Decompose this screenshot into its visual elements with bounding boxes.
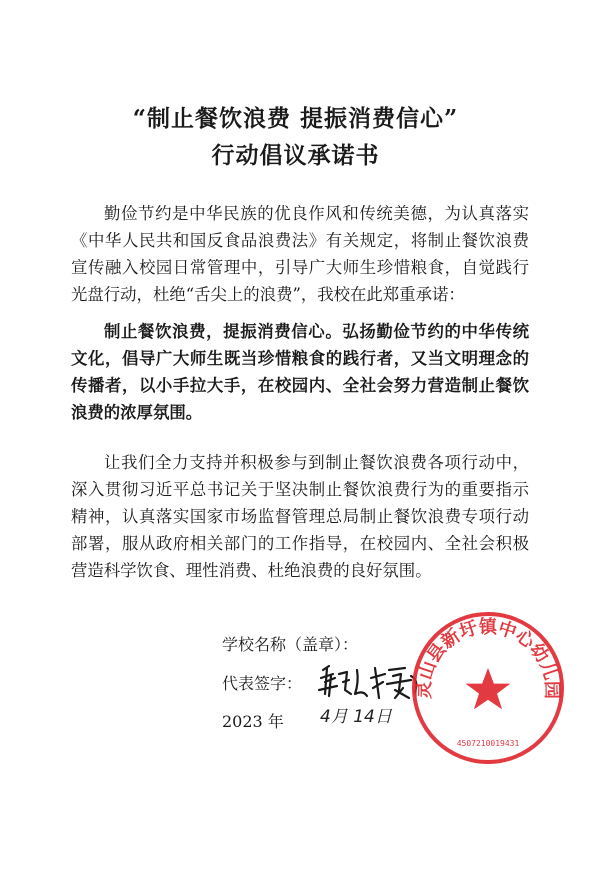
paragraph-2: 制止餐饮浪费，提振消费信心。弘扬勤俭节约的中华传统文化，倡导广大师生既当珍惜粮食的践行者，又当文明理念的传播者，以小手拉大手，在校园内、全社会努力营造制止餐饮浪费的浓厚氛围。 — [71, 322, 529, 422]
date-label: 2023 年 — [222, 712, 284, 731]
handwritten-date: 4月 14日 — [320, 707, 392, 727]
document-title-line2: 行动倡议承诺书 — [211, 142, 380, 169]
seal-star-icon — [466, 668, 511, 709]
paragraph-1: 勤俭节约是中华民族的优良作风和传统美德，为认真落实《中华人民共和国反食品浪费法》有关规定，将制止餐饮浪费宣传融入校园日常管理中，引导广大师生珍惜粮食，自觉践行光盘行动，杜绝“舌尖上的浪费”，我校在此郑重承诺： — [71, 204, 529, 304]
paragraph-3: 让我们全力支持并积极参与到制止餐饮浪费各项行动中，深入贯彻习近平总书记关于坚决制止餐饮浪费行为的重要指示精神，认真落实国家市场监督管理总局制止餐饮浪费专项行动部署，服从政府相关部门的工作指导，在校园内、全社会积极营造科学饮食、理性消费、杜绝浪费的良好氛围。 — [71, 453, 529, 580]
seal-number: 4507210019431 — [456, 739, 520, 748]
seal-text: 灵山县新圩镇中心幼儿园 — [413, 616, 563, 700]
school-name-label: 学校名称（盖章）： — [222, 635, 359, 654]
official-seal — [408, 608, 568, 768]
representative-label: 代表签字： — [222, 674, 303, 693]
document-title-line1: “制止餐饮浪费 提振消费信心” — [132, 105, 459, 132]
